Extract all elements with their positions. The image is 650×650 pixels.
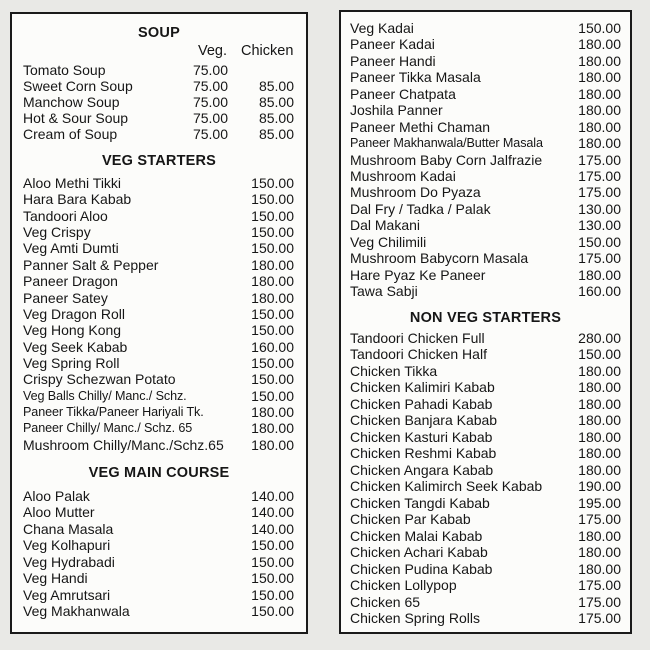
menu-item-row xyxy=(341,168,630,184)
menu-item-row xyxy=(341,184,630,200)
menu-item-price: 150.00 xyxy=(251,387,294,404)
menu-item-row xyxy=(341,102,630,118)
menu-item-row xyxy=(341,36,630,52)
menu-item-price: 150.00 xyxy=(251,224,294,241)
menu-item-name: Veg Kadai xyxy=(350,20,414,36)
menu-item-name: Aloo Palak xyxy=(23,488,90,504)
menu-item-name: Veg Spring Roll xyxy=(23,354,120,371)
menu-item-name: Paneer Tikka/Paneer Hariyali Tk. xyxy=(23,405,204,420)
menu-item-name: Veg Kolhapuri xyxy=(23,537,111,554)
menu-item-row xyxy=(12,62,306,78)
menu-item-name: Chicken Pahadi Kabab xyxy=(350,395,493,412)
menu-item-price: 180.00 xyxy=(578,527,621,544)
menu-item-name: Hare Pyaz Ke Paneer xyxy=(350,266,486,283)
menu-item-row xyxy=(341,379,630,395)
menu-item-row xyxy=(12,175,306,191)
menu-item-row xyxy=(12,587,306,603)
menu-item-price: 180.00 xyxy=(578,52,621,69)
menu-item-price: 150.00 xyxy=(251,354,294,371)
menu-item-name: Veg Crispy xyxy=(23,224,91,241)
menu-item-price-veg: 75.00 xyxy=(192,94,228,111)
menu-item-name: Veg Amrutsari xyxy=(23,586,111,603)
menu-item-price: 175.00 xyxy=(578,577,621,594)
menu-item-price: 150.00 xyxy=(251,537,294,554)
menu-item-price: 140.00 xyxy=(251,488,294,504)
menu-item-name: Chicken Achari Kabab xyxy=(350,544,488,561)
menu-item-row xyxy=(341,250,630,266)
menu-item-name: Mushroom Do Pyaza xyxy=(350,184,481,201)
menu-item-row xyxy=(12,570,306,586)
menu-item-price: 180.00 xyxy=(578,445,621,462)
menu-item-price: 140.00 xyxy=(251,504,294,521)
menu-item-name: Veg Hydrabadi xyxy=(23,553,115,570)
menu-item-price: 180.00 xyxy=(578,395,621,412)
menu-item-row xyxy=(12,554,306,570)
section-title-veg-main-course: VEG MAIN COURSE xyxy=(88,465,230,481)
menu-item-price: 150.00 xyxy=(251,570,294,587)
menu-item-name: Veg Balls Chilly/ Manc./ Schz. xyxy=(23,388,187,403)
menu-item-name: Chicken Lollypop xyxy=(350,577,457,594)
menu-item-row xyxy=(341,119,630,135)
menu-item-price: 175.00 xyxy=(578,151,621,168)
menu-item-price: 150.00 xyxy=(251,586,294,603)
menu-item-row xyxy=(341,152,630,168)
menu-item-price: 150.00 xyxy=(578,346,621,363)
menu-item-name: Chicken Malai Kabab xyxy=(350,527,483,544)
menu-item-row xyxy=(341,234,630,250)
menu-item-price: 150.00 xyxy=(251,191,294,208)
menu-item-price-chicken: 85.00 xyxy=(258,78,294,95)
menu-item-row xyxy=(341,610,630,626)
menu-item-price-chicken: 85.00 xyxy=(258,126,294,143)
menu-item-price: 150.00 xyxy=(251,322,294,339)
menu-item-name: Chicken Reshmi Kabab xyxy=(350,445,497,462)
menu-item-name: Manchow Soup xyxy=(23,94,120,111)
menu-item-row xyxy=(341,544,630,560)
menu-item-price: 175.00 xyxy=(578,184,621,201)
menu-item-name: Aloo Methi Tikki xyxy=(23,175,122,191)
menu-item-price: 150.00 xyxy=(251,371,294,388)
menu-item-name: Sweet Corn Soup xyxy=(23,78,133,95)
menu-item-name: Chicken Par Kabab xyxy=(350,511,471,528)
menu-item-row xyxy=(341,396,630,412)
menu-panel-right xyxy=(339,10,632,634)
menu-item-name: Paneer Makhanwala/Butter Masala xyxy=(350,136,543,151)
menu-item-row xyxy=(341,429,630,445)
menu-item-row xyxy=(12,355,306,371)
menu-item-price: 150.00 xyxy=(251,553,294,570)
menu-item-row xyxy=(12,339,306,355)
menu-item-row xyxy=(341,511,630,527)
section-title-soup: SOUP xyxy=(138,25,180,41)
menu-item-row xyxy=(12,488,306,504)
menu-item-price: 150.00 xyxy=(251,175,294,191)
menu-item-price-chicken: 85.00 xyxy=(258,110,294,127)
menu-item-name: Mushroom Chilly/Manc./Schz.65 xyxy=(23,436,224,453)
menu-item-name: Tawa Sabji xyxy=(350,283,418,300)
menu-item-price: 180.00 xyxy=(578,69,621,86)
menu-item-price: 150.00 xyxy=(251,240,294,257)
menu-item-row xyxy=(341,86,630,102)
menu-item-name: Paneer Handi xyxy=(350,52,436,69)
menu-item-name: Hot & Sour Soup xyxy=(23,110,129,127)
menu-item-row xyxy=(341,363,630,379)
section-title-veg-starters: VEG STARTERS xyxy=(101,153,217,169)
menu-item-name: Dal Fry / Tadka / Palak xyxy=(350,200,491,217)
menu-item-price: 180.00 xyxy=(578,428,621,445)
menu-item-row xyxy=(341,217,630,233)
menu-item-row xyxy=(341,495,630,511)
menu-item-row xyxy=(12,322,306,338)
menu-item-name: Aloo Mutter xyxy=(23,504,95,521)
menu-item-price: 160.00 xyxy=(578,283,621,300)
menu-item-row xyxy=(341,201,630,217)
menu-item-name: Chana Masala xyxy=(23,520,114,537)
menu-item-name: Joshila Panner xyxy=(350,102,443,119)
menu-item-name: Paneer Methi Chaman xyxy=(350,118,491,135)
column-header-chicken: Chicken xyxy=(241,43,294,59)
menu-item-row xyxy=(341,577,630,593)
menu-item-name: Veg Amti Dumti xyxy=(23,240,119,257)
menu-item-name: Tandoori Chicken Full xyxy=(350,330,485,346)
menu-item-name: Chicken Tikka xyxy=(350,362,438,379)
menu-item-name: Chicken Kalimirch Seek Kabab xyxy=(350,478,543,495)
menu-item-price-veg: 75.00 xyxy=(192,78,228,95)
menu-item-row xyxy=(341,412,630,428)
menu-item-name: Chicken Angara Kabab xyxy=(350,461,494,478)
menu-item-row xyxy=(341,346,630,362)
menu-item-name: Chicken Kalimiri Kabab xyxy=(350,379,495,396)
menu-item-row xyxy=(12,208,306,224)
menu-item-row xyxy=(341,53,630,69)
menu-item-name: Hara Bara Kabab xyxy=(23,191,132,208)
menu-item-row xyxy=(12,224,306,240)
menu-item-row xyxy=(12,110,306,126)
menu-item-row xyxy=(12,537,306,553)
menu-item-price-veg: 75.00 xyxy=(192,62,228,78)
menu-item-row xyxy=(341,69,630,85)
menu-item-price: 180.00 xyxy=(251,420,294,437)
menu-item-row xyxy=(12,191,306,207)
menu-item-price: 180.00 xyxy=(251,289,294,306)
menu-item-row xyxy=(12,371,306,387)
menu-item-price: 175.00 xyxy=(578,167,621,184)
menu-item-name: Paneer Tikka Masala xyxy=(350,69,481,86)
menu-item-name: Chicken Tangdi Kabab xyxy=(350,494,490,511)
menu-item-name: Veg Makhanwala xyxy=(23,603,130,619)
menu-item-price: 180.00 xyxy=(251,436,294,453)
menu-item-price: 180.00 xyxy=(578,560,621,577)
menu-item-price: 175.00 xyxy=(578,250,621,267)
menu-item-price: 180.00 xyxy=(578,36,621,53)
menu-item-row xyxy=(341,445,630,461)
menu-item-price: 150.00 xyxy=(578,233,621,250)
menu-item-name: Crispy Schezwan Potato xyxy=(23,371,176,388)
section-title-non-veg-starters: NON VEG STARTERS xyxy=(409,310,562,326)
menu-item-price: 180.00 xyxy=(578,266,621,283)
menu-item-row xyxy=(12,521,306,537)
menu-item-row xyxy=(12,603,306,619)
menu-item-name: Chicken 65 xyxy=(350,593,421,610)
menu-item-price-chicken: 85.00 xyxy=(258,94,294,111)
menu-item-name: Chicken Spring Rolls xyxy=(350,610,480,627)
menu-item-name: Paneer Chilly/ Manc./ Schz. 65 xyxy=(23,421,193,436)
menu-item-name: Chicken Banjara Kabab xyxy=(350,412,498,429)
menu-item-price: 180.00 xyxy=(578,544,621,561)
menu-item-price: 190.00 xyxy=(578,478,621,495)
menu-item-name: Veg Hong Kong xyxy=(23,322,122,339)
menu-item-price: 150.00 xyxy=(251,207,294,224)
menu-item-price: 180.00 xyxy=(251,273,294,290)
menu-item-name: Chicken Pudina Kabab xyxy=(350,560,493,577)
menu-item-name: Tandoori Chicken Half xyxy=(350,346,487,363)
menu-item-price: 130.00 xyxy=(578,217,621,234)
menu-item-name: Mushroom Babycorn Masala xyxy=(350,250,529,267)
menu-item-price: 150.00 xyxy=(578,20,621,36)
menu-item-name: Tandoori Aloo xyxy=(23,207,108,224)
menu-item-row xyxy=(341,267,630,283)
menu-item-price: 130.00 xyxy=(578,200,621,217)
menu-item-price: 175.00 xyxy=(578,511,621,528)
menu-item-price: 280.00 xyxy=(578,330,621,346)
menu-item-price: 150.00 xyxy=(251,603,294,619)
menu-item-price: 180.00 xyxy=(578,135,621,152)
menu-item-name: Tomato Soup xyxy=(23,62,106,78)
menu-item-name: Dal Makani xyxy=(350,217,421,234)
menu-item-name: Cream of Soup xyxy=(23,126,118,143)
menu-item-row xyxy=(341,478,630,494)
menu-item-name: Chicken Kasturi Kabab xyxy=(350,428,493,445)
menu-item-price: 195.00 xyxy=(578,494,621,511)
menu-item-row xyxy=(12,257,306,273)
menu-item-row xyxy=(341,462,630,478)
menu-item-row xyxy=(341,330,630,346)
menu-item-price-veg: 75.00 xyxy=(192,126,228,143)
menu-item-row xyxy=(12,306,306,322)
menu-item-name: Veg Handi xyxy=(23,570,88,587)
menu-item-name: Veg Seek Kabab xyxy=(23,338,128,355)
menu-item-price: 175.00 xyxy=(578,593,621,610)
menu-item-row xyxy=(12,420,306,436)
menu-item-name: Veg Dragon Roll xyxy=(23,305,125,322)
menu-item-price: 180.00 xyxy=(578,85,621,102)
menu-item-price-veg: 75.00 xyxy=(192,110,228,127)
menu-item-row xyxy=(341,528,630,544)
menu-item-row xyxy=(12,388,306,404)
menu-item-price: 180.00 xyxy=(251,404,294,421)
menu-item-name: Paneer Satey xyxy=(23,289,108,306)
menu-item-row xyxy=(341,20,630,36)
menu-item-name: Paneer Dragon xyxy=(23,273,118,290)
menu-item-price: 180.00 xyxy=(578,118,621,135)
menu-item-price: 180.00 xyxy=(578,362,621,379)
menu-item-name: Mushroom Kadai xyxy=(350,167,456,184)
menu-item-row xyxy=(12,290,306,306)
menu-item-row xyxy=(341,594,630,610)
menu-item-row xyxy=(12,273,306,289)
menu-item-row xyxy=(12,126,306,142)
menu-item-row xyxy=(341,283,630,299)
menu-item-price: 180.00 xyxy=(578,461,621,478)
menu-item-name: Mushroom Baby Corn Jalfrazie xyxy=(350,151,543,168)
menu-item-price: 180.00 xyxy=(578,412,621,429)
column-header-veg: Veg. xyxy=(198,43,228,59)
menu-item-name: Paneer Chatpata xyxy=(350,85,456,102)
menu-panel-left xyxy=(10,12,308,634)
menu-item-row xyxy=(12,504,306,520)
menu-item-name: Veg Chilimili xyxy=(350,233,427,250)
menu-item-price: 175.00 xyxy=(578,610,621,627)
menu-item-price: 180.00 xyxy=(578,102,621,119)
menu-item-name: Paneer Kadai xyxy=(350,36,435,53)
menu-item-price: 180.00 xyxy=(578,379,621,396)
menu-item-row xyxy=(12,94,306,110)
menu-item-price: 150.00 xyxy=(251,305,294,322)
menu-item-price: 180.00 xyxy=(251,256,294,273)
menu-item-row xyxy=(12,240,306,256)
menu-item-price: 160.00 xyxy=(251,338,294,355)
menu-item-price: 140.00 xyxy=(251,520,294,537)
menu-item-row xyxy=(12,437,306,453)
menu-item-row xyxy=(341,561,630,577)
menu-item-row xyxy=(341,135,630,151)
menu-item-row xyxy=(12,404,306,420)
menu-item-name: Panner Salt & Pepper xyxy=(23,256,159,273)
menu-item-row xyxy=(12,78,306,94)
